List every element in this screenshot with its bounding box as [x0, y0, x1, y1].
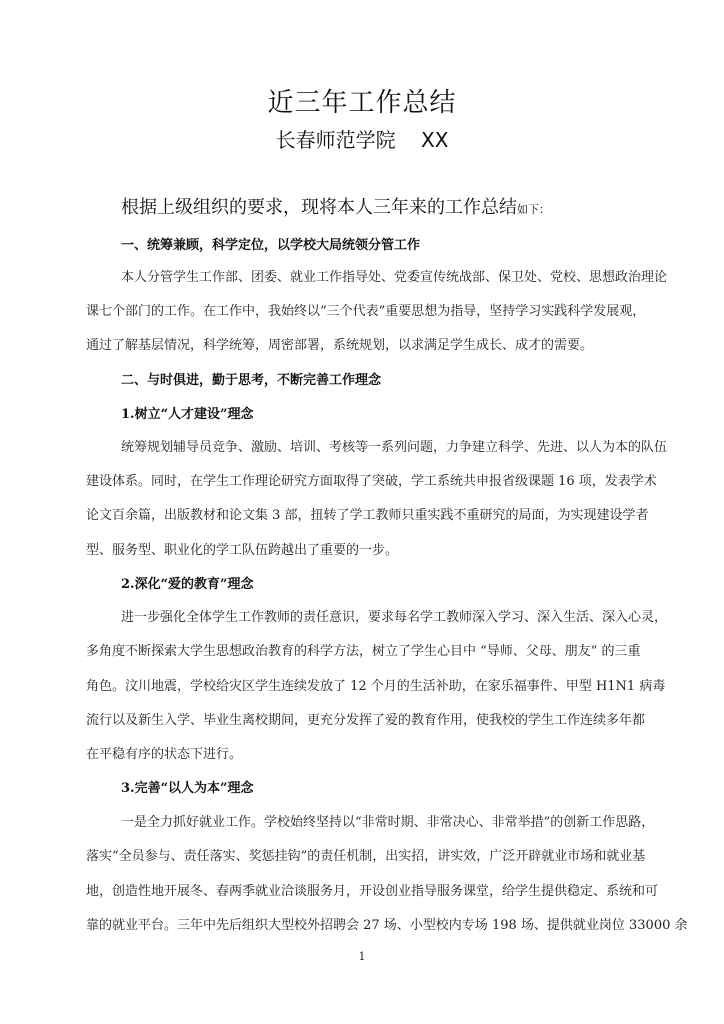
- body-line: 多角度不断探索大学生思想政治教育的科学方法，树立了学生心目中 “导师、父母、朋友” 的三重: [86, 644, 641, 659]
- body-line: 地，创造性地开展冬、春两季就业洽谈服务月，开设创业指导服务课堂，给学生提供稳定、系统和可: [86, 884, 659, 899]
- body-line: 流行以及新生入学、毕业生离校期间，更充分发挥了爱的教育作用，使我校的学生工作连续多年都: [86, 713, 646, 728]
- body-line: 一是全力抓好就业工作。学校始终坚持以“非常时期、非常决心、非常举措”的创新工作思路，: [121, 815, 655, 830]
- document-title: 近三年工作总结: [267, 88, 457, 118]
- body-line: 通过了解基层情况，科学统筹，周密部署，系统规划，以求满足学生成长、成才的需要。: [86, 338, 594, 353]
- body-line: 本人分管学生工作部、团委、就业工作指导处、党委宣传统战部、保卫处、党校、思想政治理论: [121, 270, 668, 285]
- body-line: 落实“全员参与、责任落实、奖惩挂钩”的责任机制，出实招，讲实效，广泛开辟就业市场和就业基: [86, 849, 646, 864]
- document-subtitle: 长春师范学院 XX: [275, 128, 449, 152]
- body-line: 型、服务型、职业化的学工队伍跨越出了重要的一步。: [86, 543, 399, 558]
- body-line: 在平稳有序的状态下进行。: [86, 747, 243, 762]
- subsection-2-3-heading: 3.完善“以人为本”理念: [121, 781, 254, 796]
- body-line: 建设体系。同时，在学生工作理论研究方面取得了突破，学工系统共申报省级课题 16 项，发表学术: [86, 474, 657, 489]
- subsection-2-2-heading: 2.深化“爱的教育”理念: [121, 577, 254, 592]
- intro-main-text: 根据上级组织的要求，现将本人三年来的工作总结: [121, 197, 517, 218]
- intro-tail-text: 如下：: [517, 203, 550, 216]
- page-number: 1: [358, 950, 366, 963]
- body-line: 角色。汶川地震，学校给灾区学生连续发放了 12 个月的生活补助，在家乐福事件、甲型 H1N1 病毒: [86, 679, 666, 694]
- subsection-2-1-heading: 1.树立“人才建设”理念: [121, 407, 254, 422]
- body-line: 课七个部门的工作。在工作中，我始终以“三个代表”重要思想为指导，坚持学习实践科学发展观，: [86, 304, 646, 319]
- section-2-heading: 二、与时俱进，勤于思考，不断完善工作理念: [121, 373, 382, 388]
- section-1-heading: 一、统筹兼顾，科学定位，以学校大局统领分管工作: [121, 238, 421, 253]
- intro-paragraph: [121, 193, 550, 219]
- body-line: 论文百余篇，出版教材和论文集 3 部，扭转了学工教师只重实践不重研究的局面，为实现建设学者: [86, 508, 649, 523]
- body-line: 进一步强化全体学生工作教师的责任意识，要求每名学工教师深入学习、深入生活、深入心灵，: [121, 610, 668, 625]
- body-line: 靠的就业平台。三年中先后组织大型校外招聘会 27 场、小型校内专场 198 场、提供就业岗位 33000 余: [86, 918, 688, 933]
- body-line: 统筹规划辅导员竞争、激励、培训、考核等一系列问题，力争建立科学、先进、以人为本的队伍: [121, 440, 668, 455]
